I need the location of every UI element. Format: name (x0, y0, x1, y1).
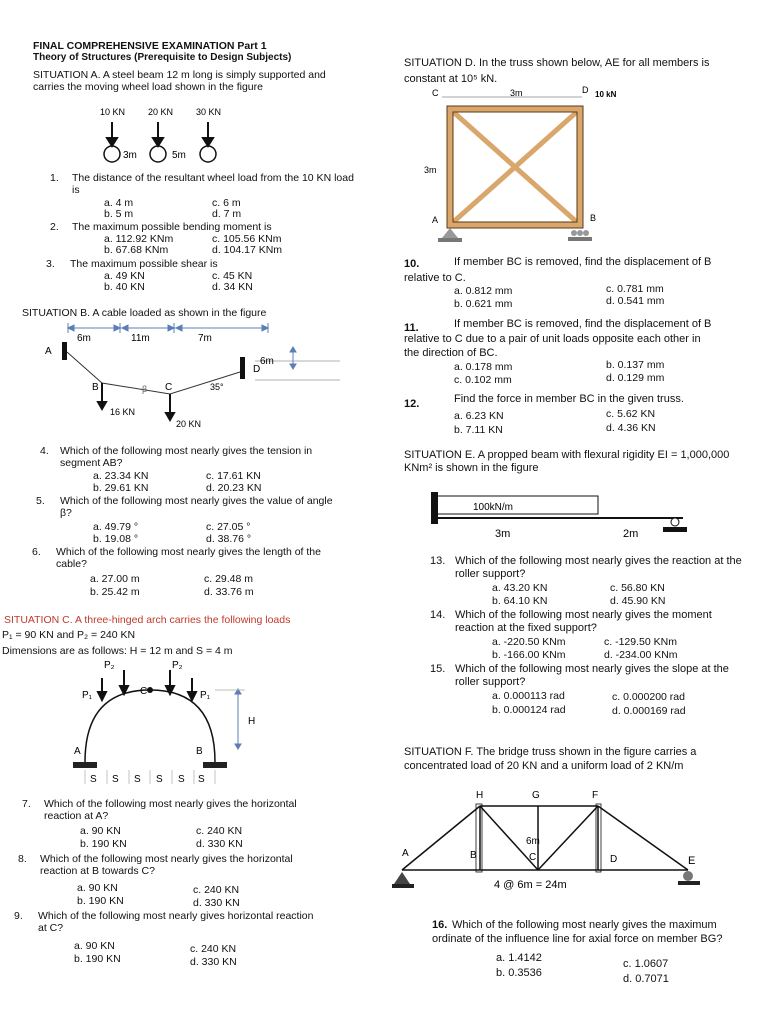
question-6-option-b[interactable]: b. 25.42 m (90, 586, 140, 598)
situation-a-text-1: SITUATION A. A steel beam 12 m long is simply supported and (33, 69, 326, 81)
question-8-text: Which of the following most nearly gives the horizontal (40, 853, 293, 865)
question-15-option-b[interactable]: b. 0.000124 rad (492, 704, 566, 716)
bridge-truss-span-label: 4 @ 6m = 24m (494, 879, 567, 891)
question-4-option-a[interactable]: a. 23.34 KN (93, 470, 149, 482)
wheel-1 (104, 146, 120, 162)
cable-dimension-7m: 7m (198, 333, 212, 344)
question-5-option-c[interactable]: c. 27.05 ° (206, 521, 251, 533)
question-1-text-2: is (72, 184, 80, 196)
question-4-number: 4. (40, 445, 49, 457)
arch-span-s-4: S (156, 774, 163, 785)
question-12-text: Find the force in member BC in the given truss. (454, 393, 684, 405)
bridge-truss-point-a-label: A (402, 848, 409, 859)
question-11-text-3: the direction of BC. (404, 347, 498, 359)
question-5-option-d[interactable]: d. 38.76 ° (206, 533, 252, 545)
question-7-number: 7. (22, 798, 31, 810)
cable-point-c-label: C (165, 382, 173, 393)
arch-point-a-label: A (74, 746, 81, 757)
arch-support-b (203, 762, 227, 768)
question-10-option-a[interactable]: a. 0.812 mm (454, 285, 513, 297)
question-7-text-2: reaction at A? (44, 810, 109, 822)
question-5-number: 5. (36, 495, 45, 507)
cable-height-6m: 6m (260, 356, 274, 367)
question-9-number: 9. (14, 910, 23, 922)
question-15-number: 15. (430, 663, 446, 675)
beam-roller-support (671, 518, 679, 526)
arch-load-p2-right: P₂ (172, 660, 183, 671)
truss-load-10kn: 10 kN (595, 90, 617, 99)
arch-support-a (73, 762, 97, 768)
question-8-option-c[interactable]: c. 240 KN (193, 884, 240, 896)
question-12-option-c[interactable]: c. 5.62 KN (606, 408, 656, 420)
bridge-truss-point-b-label: B (470, 850, 477, 861)
question-9-text: Which of the following most nearly gives horizontal reaction (38, 910, 314, 922)
question-16-option-d[interactable]: d. 0.7071 (623, 973, 669, 985)
question-14-option-b[interactable]: b. -166.00 KNm (492, 649, 566, 661)
situation-c-text-1: SITUATION C. A three-hinged arch carries the following loads (4, 614, 291, 626)
support-d (240, 357, 245, 379)
question-2-number: 2. (50, 221, 59, 233)
wheel-load-label-1: 10 KN (100, 107, 126, 117)
question-6-text: Which of the following most nearly gives the length of the (56, 546, 321, 558)
question-16-text-2: ordinate of the influence line for axial force on member BG? (432, 933, 723, 945)
question-9-option-c[interactable]: c. 240 KN (190, 943, 237, 955)
question-13-option-c[interactable]: c. 56.80 KN (610, 582, 665, 594)
question-15-option-c[interactable]: c. 0.000200 rad (612, 691, 685, 703)
question-8-option-d[interactable]: d. 330 KN (193, 897, 240, 909)
question-1-text: The distance of the resultant wheel load from the 10 KN load (72, 172, 354, 184)
situation-b-cable-figure (40, 320, 340, 430)
question-14-number: 14. (430, 609, 446, 621)
question-12-option-a[interactable]: a. 6.23 KN (454, 410, 504, 422)
question-7-text: Which of the following most nearly gives the horizontal (44, 798, 297, 810)
question-4-text: Which of the following most nearly gives the tension in (60, 445, 313, 457)
bridge-truss-point-d-label: D (610, 854, 618, 865)
question-13-option-d[interactable]: d. 45.90 KN (610, 595, 666, 607)
question-12-option-d[interactable]: d. 4.36 KN (606, 422, 656, 434)
question-5-text-2: β? (60, 507, 72, 519)
cable-angle-35: 35° (210, 382, 224, 392)
cable-dimension-6m: 6m (77, 333, 91, 344)
question-4-option-d[interactable]: d. 20.23 KN (206, 482, 262, 494)
arch-span-s-1: S (90, 774, 97, 785)
arch-hinge-c (147, 687, 153, 693)
situation-e-text-1: SITUATION E. A propped beam with flexural rigidity EI = 1,000,000 (404, 449, 730, 461)
question-6-option-d[interactable]: d. 33.76 m (204, 586, 254, 598)
question-10-option-d[interactable]: d. 0.541 mm (606, 295, 665, 307)
truss-pin-support (442, 228, 458, 238)
truss-width-3m: 3m (510, 88, 523, 98)
question-11-option-c[interactable]: c. 0.102 mm (454, 374, 512, 386)
question-14-option-d[interactable]: d. -234.00 KNm (604, 649, 678, 661)
exam-title: FINAL COMPREHENSIVE EXAMINATION Part 1 (33, 40, 267, 52)
question-14-option-c[interactable]: c. -129.50 KNm (604, 636, 677, 648)
situation-c-arch-figure (60, 658, 260, 786)
question-4-option-b[interactable]: b. 29.61 KN (93, 482, 149, 494)
situation-f-bridge-truss-figure (392, 786, 702, 900)
beam-dimension-3m: 3m (495, 528, 511, 540)
arch-height-h: H (248, 716, 256, 727)
question-1-option-c[interactable]: c. 6 m (212, 197, 241, 209)
question-5-option-b[interactable]: b. 19.08 ° (93, 533, 139, 545)
question-1-number: 1. (50, 172, 59, 184)
question-11-number: 11. (404, 322, 419, 334)
situation-c-text-3: Dimensions are as follows: H = 12 m and S = 4 m (2, 645, 233, 657)
question-12-option-b[interactable]: b. 7.11 KN (454, 424, 503, 436)
question-3-option-d[interactable]: d. 34 KN (212, 281, 253, 293)
question-15-option-d[interactable]: d. 0.000169 rad (612, 705, 686, 717)
bridge-truss-point-e-label: E (688, 855, 696, 867)
question-13-text-2: roller support? (455, 568, 526, 580)
question-9-option-b[interactable]: b. 190 KN (74, 953, 121, 965)
support-a (62, 342, 67, 360)
situation-e-beam-figure (425, 490, 700, 548)
wheel-2 (150, 146, 166, 162)
question-11-option-a[interactable]: a. 0.178 mm (454, 361, 513, 373)
wheel-spacing-2: 5m (172, 150, 186, 161)
bridge-truss-point-c-label: C (529, 852, 537, 863)
bridge-truss-point-g-label: G (532, 790, 540, 801)
truss-point-a-label: A (432, 215, 439, 225)
question-15-text: Which of the following most nearly gives the slope at the (455, 663, 729, 675)
question-7-option-a[interactable]: a. 90 KN (80, 825, 121, 837)
cable-point-d-label: D (253, 364, 261, 375)
question-1-option-d[interactable]: d. 7 m (212, 208, 242, 220)
cable-angle-beta: β (142, 384, 148, 394)
question-16-option-c[interactable]: c. 1.0607 (623, 958, 669, 970)
arch-span-s-3: S (134, 774, 141, 785)
exam-subtitle: Theory of Structures (Prerequisite to Design Subjects) (33, 52, 292, 63)
question-11-text: If member BC is removed, find the displacement of B (454, 318, 712, 330)
bridge-truss-height-6m: 6m (526, 836, 540, 847)
question-11-option-b[interactable]: b. 0.137 mm (606, 359, 665, 371)
question-8-number: 8. (18, 853, 27, 865)
cable-load-16kn: 16 KN (110, 407, 136, 417)
question-3-option-c[interactable]: c. 45 KN (212, 270, 253, 282)
arch-load-p2-left: P₂ (104, 660, 115, 671)
question-1-option-a[interactable]: a. 4 m (104, 197, 134, 209)
situation-f-text-1: SITUATION F. The bridge truss shown in the figure carries a (404, 746, 697, 758)
situation-d-text-2: constant at 10⁵ kN. (404, 73, 498, 85)
question-10-number: 10. (404, 258, 420, 270)
situation-d-text-1: SITUATION D. In the truss shown below, AE for all members is (404, 57, 710, 69)
question-8-option-a[interactable]: a. 90 KN (77, 882, 118, 894)
question-2-option-d[interactable]: d. 104.17 KNm (212, 244, 283, 256)
arch-point-c-label: C (140, 686, 148, 697)
question-12-number: 12. (404, 398, 420, 410)
question-16-text: Which of the following most nearly gives the maximum (452, 919, 717, 931)
distributed-load-label: 100kN/m (473, 502, 514, 513)
question-16-option-a[interactable]: a. 1.4142 (496, 952, 542, 964)
question-6-number: 6. (32, 546, 41, 558)
truss-point-d-label: D (582, 85, 589, 95)
bridge-truss-roller-support (683, 871, 693, 881)
bridge-truss-point-h-label: H (476, 790, 484, 801)
situation-f-text-2: concentrated load of 20 KN and a uniform load of 2 KN/m (404, 760, 684, 772)
arch-span-s-2: S (112, 774, 119, 785)
bridge-truss-pin-support (394, 872, 410, 884)
question-14-text-2: reaction at the fixed support? (455, 622, 597, 634)
question-13-text: Which of the following most nearly gives the reaction at the (455, 555, 742, 567)
question-9-option-d[interactable]: d. 330 KN (190, 956, 237, 968)
situation-e-text-2: KNm² is shown in the figure (404, 462, 539, 474)
wheel-load-label-2: 20 KN (148, 107, 174, 117)
arch-span-s-6: S (198, 774, 205, 785)
question-5-text: Which of the following most nearly gives the value of angle (60, 495, 333, 507)
situation-d-truss-figure (420, 85, 650, 245)
question-11-text-2: relative to C due to a pair of unit loads opposite each other in (404, 333, 701, 345)
question-3-number: 3. (46, 258, 55, 270)
situation-b-text: SITUATION B. A cable loaded as shown in the figure (22, 307, 267, 319)
wheel-load-label-3: 30 KN (196, 107, 222, 117)
situation-a-wheel-load-figure (90, 102, 240, 166)
arch-load-p1-left: P₁ (82, 690, 93, 701)
question-10-option-b[interactable]: b. 0.621 mm (454, 298, 513, 310)
situation-a-text-2: carries the moving wheel load shown in the figure (33, 81, 263, 93)
question-13-option-a[interactable]: a. 43.20 KN (492, 582, 548, 594)
cable-load-20kn: 20 KN (176, 419, 202, 429)
question-13-option-b[interactable]: b. 64.10 KN (492, 595, 548, 607)
question-10-text: If member BC is removed, find the displacement of B (454, 256, 712, 268)
situation-c-text-2: P₁ = 90 KN and P₂ = 240 KN (2, 629, 136, 641)
question-14-text: Which of the following most nearly gives the moment (455, 609, 712, 621)
question-5-option-a[interactable]: a. 49.79 ° (93, 521, 139, 533)
question-3-text: The maximum possible shear is (70, 258, 218, 270)
question-11-option-d[interactable]: d. 0.129 mm (606, 372, 665, 384)
question-14-option-a[interactable]: a. -220.50 KNm (492, 636, 566, 648)
bridge-truss-point-f-label: F (592, 790, 599, 801)
beam-dimension-2m: 2m (623, 528, 639, 540)
question-6-option-c[interactable]: c. 29.48 m (204, 573, 254, 585)
question-3-option-a[interactable]: a. 49 KN (104, 270, 145, 282)
question-9-text-2: at C? (38, 922, 64, 934)
truss-point-b-label: B (590, 213, 597, 223)
arch-load-p1-right: P₁ (200, 690, 211, 701)
question-10-option-c[interactable]: c. 0.781 mm (606, 283, 664, 295)
question-7-option-d[interactable]: d. 330 KN (196, 838, 243, 850)
question-6-option-a[interactable]: a. 27.00 m (90, 573, 140, 585)
truss-height-3m: 3m (424, 165, 437, 175)
cable-point-a-label: A (45, 346, 52, 357)
question-9-option-a[interactable]: a. 90 KN (74, 940, 115, 952)
truss-point-c-label: C (432, 88, 439, 98)
question-8-text-2: reaction at B towards C? (40, 865, 155, 877)
question-10-text-2: relative to C. (404, 272, 466, 284)
question-13-number: 13. (430, 555, 446, 567)
wheel-spacing-1: 3m (123, 150, 137, 161)
question-15-text-2: roller support? (455, 676, 526, 688)
cable-dimension-11m: 11m (131, 333, 150, 344)
question-2-option-b[interactable]: b. 67.68 KNm (104, 244, 169, 256)
arch-point-b-label: B (196, 746, 203, 757)
question-7-option-b[interactable]: b. 190 KN (80, 838, 127, 850)
question-4-text-2: segment AB? (60, 457, 123, 469)
question-1-option-b[interactable]: b. 5 m (104, 208, 134, 220)
beam-fixed-support (431, 492, 438, 524)
question-2-option-c[interactable]: c. 105.56 KNm (212, 233, 282, 245)
distributed-load-block (433, 496, 598, 514)
question-8-option-b[interactable]: b. 190 KN (77, 895, 124, 907)
question-6-text-2: cable? (56, 558, 87, 570)
question-3-option-b[interactable]: b. 40 KN (104, 281, 145, 293)
question-16-option-b[interactable]: b. 0.3536 (496, 967, 542, 979)
question-2-option-a[interactable]: a. 112.92 KNm (104, 233, 174, 245)
question-4-option-c[interactable]: c. 17.61 KN (206, 470, 261, 482)
question-15-option-a[interactable]: a. 0.000113 rad (492, 690, 565, 702)
cable-point-b-label: B (92, 382, 99, 393)
question-2-text: The maximum possible bending moment is (72, 221, 272, 233)
truss-roller-support (568, 237, 592, 241)
question-7-option-c[interactable]: c. 240 KN (196, 825, 243, 837)
arch-span-s-5: S (178, 774, 185, 785)
wheel-3 (200, 146, 216, 162)
question-16-number: 16. (432, 919, 448, 931)
